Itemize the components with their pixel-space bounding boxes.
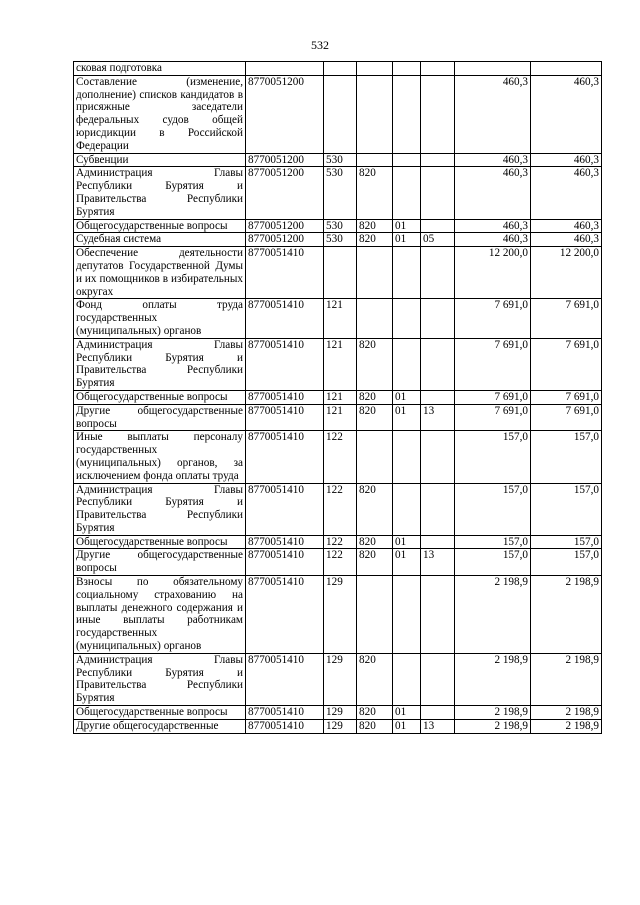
row-name: Администрация Главы Республики Бурятия и Правительства Республики Бурятия xyxy=(74,167,246,219)
row-subsection: 13 xyxy=(421,719,455,733)
row-sum-year2: 460,3 xyxy=(531,75,602,153)
row-section xyxy=(393,153,421,167)
row-sum-year1: 157,0 xyxy=(455,483,531,535)
table-row xyxy=(74,483,602,535)
row-section: 01 xyxy=(393,390,421,404)
row-section: 01 xyxy=(393,719,421,733)
row-sum-year1: 7 691,0 xyxy=(455,299,531,338)
row-name: Фонд оплаты труда государственных (муниципальных) органов xyxy=(74,299,246,338)
row-sum-year2: 460,3 xyxy=(531,219,602,233)
row-section xyxy=(393,62,421,76)
row-sum-year1: 157,0 xyxy=(455,549,531,576)
row-admin-code xyxy=(357,62,393,76)
row-expense-type: 121 xyxy=(324,338,357,390)
row-subsection xyxy=(421,390,455,404)
row-name: Субвенции xyxy=(74,153,246,167)
row-name: Администрация Главы Республики Бурятия и Правительства Республики Бурятия xyxy=(74,483,246,535)
row-admin-code: 820 xyxy=(357,233,393,247)
table-row xyxy=(74,75,602,153)
row-subsection xyxy=(421,219,455,233)
row-sum-year2: 2 198,9 xyxy=(531,719,602,733)
row-name: Общегосударственные вопросы xyxy=(74,219,246,233)
row-code: 8770051200 xyxy=(246,219,324,233)
row-name: Администрация Главы Республики Бурятия и Правительства Республики Бурятия xyxy=(74,338,246,390)
row-subsection xyxy=(421,338,455,390)
table-row xyxy=(74,338,602,390)
row-admin-code: 820 xyxy=(357,549,393,576)
row-admin-code xyxy=(357,299,393,338)
row-code xyxy=(246,62,324,76)
row-code: 8770051200 xyxy=(246,75,324,153)
table-row xyxy=(74,719,602,733)
row-subsection: 13 xyxy=(421,404,455,431)
row-section xyxy=(393,431,421,483)
row-admin-code: 820 xyxy=(357,219,393,233)
row-subsection xyxy=(421,247,455,299)
row-subsection xyxy=(421,653,455,705)
row-sum-year1: 460,3 xyxy=(455,153,531,167)
row-subsection xyxy=(421,706,455,720)
row-admin-code xyxy=(357,75,393,153)
row-code: 8770051410 xyxy=(246,706,324,720)
table-row xyxy=(74,233,602,247)
row-code: 8770051410 xyxy=(246,390,324,404)
row-name: Другие общегосударственные вопросы xyxy=(74,549,246,576)
row-sum-year2: 2 198,9 xyxy=(531,706,602,720)
row-code: 8770051200 xyxy=(246,233,324,247)
row-sum-year1: 2 198,9 xyxy=(455,576,531,654)
row-sum-year1: 460,3 xyxy=(455,167,531,219)
row-sum-year2: 157,0 xyxy=(531,431,602,483)
row-sum-year1: 157,0 xyxy=(455,431,531,483)
row-code: 8770051410 xyxy=(246,338,324,390)
row-code: 8770051200 xyxy=(246,153,324,167)
row-subsection: 13 xyxy=(421,549,455,576)
row-sum-year1: 7 691,0 xyxy=(455,338,531,390)
page-number: 532 xyxy=(311,38,329,52)
row-section: 01 xyxy=(393,219,421,233)
row-admin-code: 820 xyxy=(357,338,393,390)
row-admin-code: 820 xyxy=(357,653,393,705)
row-section xyxy=(393,75,421,153)
row-name: Взносы по обязательному социальному страхованию на выплаты денежного содержания и иные выплаты работникам государственных (муниципальных) органов xyxy=(74,576,246,654)
row-expense-type: 129 xyxy=(324,653,357,705)
row-sum-year2: 460,3 xyxy=(531,153,602,167)
row-expense-type: 122 xyxy=(324,431,357,483)
row-admin-code: 820 xyxy=(357,706,393,720)
row-admin-code xyxy=(357,576,393,654)
row-expense-type: 530 xyxy=(324,153,357,167)
row-sum-year2: 460,3 xyxy=(531,167,602,219)
table-row xyxy=(74,706,602,720)
row-admin-code xyxy=(357,153,393,167)
table-row xyxy=(74,219,602,233)
row-admin-code: 820 xyxy=(357,483,393,535)
row-expense-type: 530 xyxy=(324,167,357,219)
row-sum-year1: 460,3 xyxy=(455,233,531,247)
budget-table xyxy=(73,61,602,734)
row-sum-year2: 460,3 xyxy=(531,233,602,247)
table-row xyxy=(74,62,602,76)
row-expense-type: 129 xyxy=(324,576,357,654)
row-admin-code: 820 xyxy=(357,167,393,219)
row-admin-code: 820 xyxy=(357,404,393,431)
row-name: Обеспечение деятельности депутатов Государственной Думы и их помощников в избирательных округах xyxy=(74,247,246,299)
row-sum-year2 xyxy=(531,62,602,76)
row-sum-year2: 7 691,0 xyxy=(531,299,602,338)
table-row xyxy=(74,431,602,483)
row-admin-code xyxy=(357,431,393,483)
row-sum-year1: 460,3 xyxy=(455,219,531,233)
row-name: Составление (изменение, дополнение) списков кандидатов в присяжные заседатели федеральных судов общей юрисдикции в Российской Федерации xyxy=(74,75,246,153)
table-row xyxy=(74,167,602,219)
row-expense-type: 121 xyxy=(324,299,357,338)
row-sum-year2: 7 691,0 xyxy=(531,390,602,404)
row-sum-year2: 157,0 xyxy=(531,549,602,576)
table-row xyxy=(74,153,602,167)
table-body xyxy=(74,62,602,734)
row-expense-type: 530 xyxy=(324,233,357,247)
row-subsection xyxy=(421,75,455,153)
row-sum-year2: 2 198,9 xyxy=(531,576,602,654)
row-sum-year1: 157,0 xyxy=(455,535,531,549)
row-name: Другие общегосударственные xyxy=(74,719,246,733)
row-admin-code: 820 xyxy=(357,390,393,404)
row-expense-type: 122 xyxy=(324,535,357,549)
row-name: Общегосударственные вопросы xyxy=(74,706,246,720)
row-sum-year2: 7 691,0 xyxy=(531,338,602,390)
row-section xyxy=(393,483,421,535)
table-row xyxy=(74,653,602,705)
row-code: 8770051410 xyxy=(246,483,324,535)
row-sum-year2: 157,0 xyxy=(531,483,602,535)
row-admin-code xyxy=(357,247,393,299)
row-sum-year1: 7 691,0 xyxy=(455,390,531,404)
row-subsection xyxy=(421,167,455,219)
row-sum-year2: 12 200,0 xyxy=(531,247,602,299)
row-code: 8770051410 xyxy=(246,299,324,338)
row-code: 8770051410 xyxy=(246,576,324,654)
row-expense-type: 121 xyxy=(324,404,357,431)
row-name: Администрация Главы Республики Бурятия и Правительства Республики Бурятия xyxy=(74,653,246,705)
row-sum-year1: 2 198,9 xyxy=(455,719,531,733)
table-row xyxy=(74,299,602,338)
row-code: 8770051410 xyxy=(246,535,324,549)
row-admin-code: 820 xyxy=(357,719,393,733)
row-code: 8770051410 xyxy=(246,549,324,576)
row-subsection xyxy=(421,483,455,535)
row-name: Общегосударственные вопросы xyxy=(74,390,246,404)
row-name: Судебная система xyxy=(74,233,246,247)
row-subsection xyxy=(421,576,455,654)
row-code: 8770051200 xyxy=(246,167,324,219)
row-sum-year1: 12 200,0 xyxy=(455,247,531,299)
row-sum-year2: 7 691,0 xyxy=(531,404,602,431)
table-row xyxy=(74,247,602,299)
row-section: 01 xyxy=(393,706,421,720)
row-sum-year1: 2 198,9 xyxy=(455,653,531,705)
table-row xyxy=(74,390,602,404)
row-expense-type xyxy=(324,247,357,299)
row-expense-type: 129 xyxy=(324,706,357,720)
row-section xyxy=(393,299,421,338)
table-row xyxy=(74,535,602,549)
row-section xyxy=(393,247,421,299)
row-subsection xyxy=(421,431,455,483)
row-section xyxy=(393,167,421,219)
row-subsection: 05 xyxy=(421,233,455,247)
row-section xyxy=(393,653,421,705)
row-subsection xyxy=(421,153,455,167)
row-admin-code: 820 xyxy=(357,535,393,549)
row-sum-year2: 157,0 xyxy=(531,535,602,549)
row-expense-type xyxy=(324,75,357,153)
row-sum-year1: 2 198,9 xyxy=(455,706,531,720)
row-name: сковая подготовка xyxy=(74,62,246,76)
row-name: Иные выплаты персоналу государственных (муниципальных) органов, за исключением фонда оплаты труда xyxy=(74,431,246,483)
row-sum-year1: 460,3 xyxy=(455,75,531,153)
row-section xyxy=(393,338,421,390)
row-expense-type xyxy=(324,62,357,76)
row-sum-year1 xyxy=(455,62,531,76)
row-name: Общегосударственные вопросы xyxy=(74,535,246,549)
row-code: 8770051410 xyxy=(246,404,324,431)
row-expense-type: 530 xyxy=(324,219,357,233)
row-subsection xyxy=(421,62,455,76)
table-row xyxy=(74,576,602,654)
row-section: 01 xyxy=(393,535,421,549)
row-subsection xyxy=(421,299,455,338)
row-code: 8770051410 xyxy=(246,653,324,705)
table-row xyxy=(74,549,602,576)
row-name: Другие общегосударственные вопросы xyxy=(74,404,246,431)
row-section xyxy=(393,576,421,654)
row-expense-type: 122 xyxy=(324,483,357,535)
row-sum-year2: 2 198,9 xyxy=(531,653,602,705)
row-subsection xyxy=(421,535,455,549)
row-expense-type: 121 xyxy=(324,390,357,404)
table-row xyxy=(74,404,602,431)
row-section: 01 xyxy=(393,549,421,576)
row-code: 8770051410 xyxy=(246,431,324,483)
row-code: 8770051410 xyxy=(246,719,324,733)
row-expense-type: 122 xyxy=(324,549,357,576)
row-expense-type: 129 xyxy=(324,719,357,733)
row-sum-year1: 7 691,0 xyxy=(455,404,531,431)
row-code: 8770051410 xyxy=(246,247,324,299)
row-section: 01 xyxy=(393,233,421,247)
row-section: 01 xyxy=(393,404,421,431)
